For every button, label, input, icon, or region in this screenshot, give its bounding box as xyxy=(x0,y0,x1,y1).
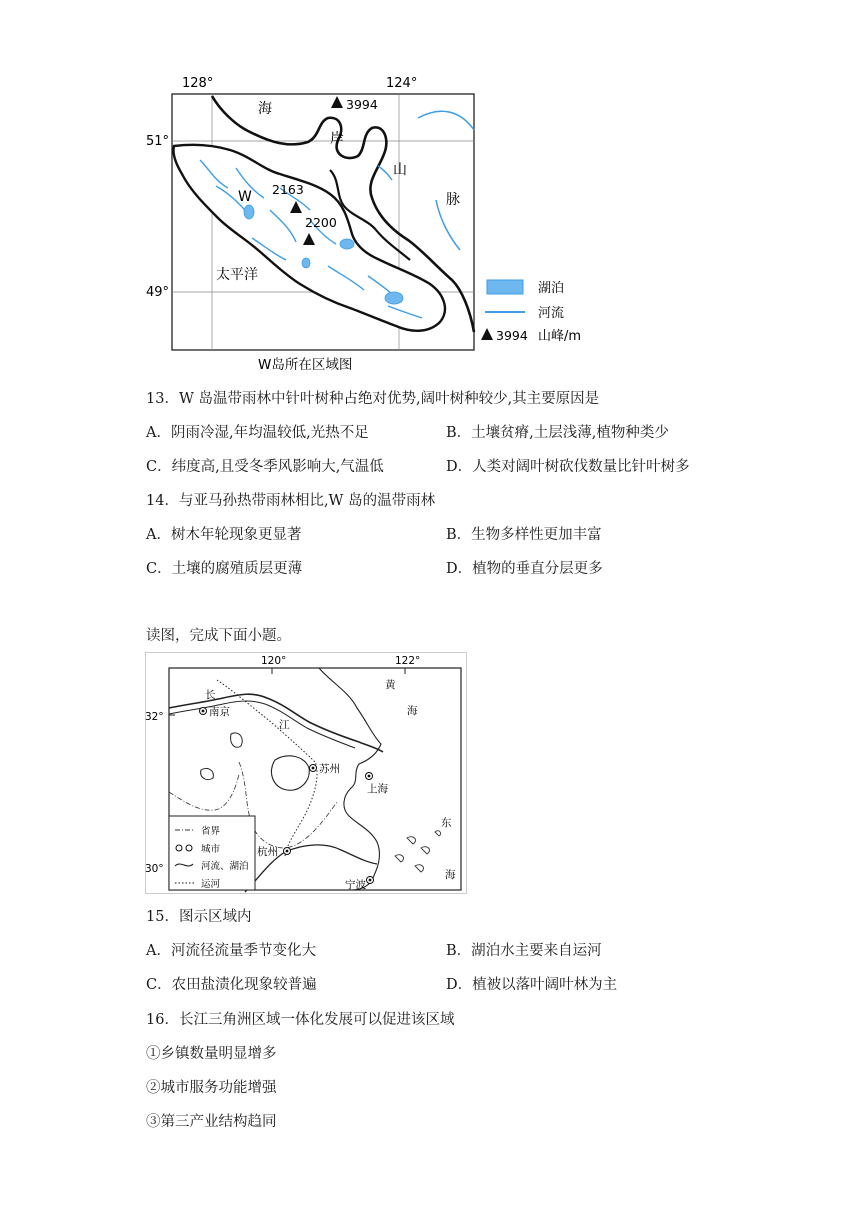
city-suzhou xyxy=(310,765,317,772)
label-shanghai: 上海 xyxy=(367,783,388,795)
map2-lon-122: 122° xyxy=(395,655,421,667)
label-suzhou: 苏州 xyxy=(319,763,340,775)
q14-option-d: D．植物的垂直分层更多 xyxy=(446,561,603,577)
q16-stem: 16．长江三角洲区域一体化发展可以促进该区域 xyxy=(146,1012,455,1028)
q15-option-b: B．湖泊水主要来自运河 xyxy=(446,943,602,959)
legend-lake-swatch xyxy=(487,280,523,294)
label-ningbo: 宁波 xyxy=(345,879,366,891)
label-an: 岸 xyxy=(330,131,344,147)
legend-canal-label: 运河 xyxy=(201,879,221,890)
label-hangzhou: 杭州 xyxy=(257,846,278,858)
reading-intro: 读图，完成下面小题。 xyxy=(146,628,291,644)
q15-option-c: C．农田盐渍化现象较普遍 xyxy=(146,977,317,993)
lat-label-49: 49° xyxy=(146,285,170,300)
q15-option-d: D．植被以落叶阔叶林为主 xyxy=(446,977,618,993)
peak-2200-label: 2200 xyxy=(305,215,337,230)
label-hai: 海 xyxy=(258,101,272,117)
city-shanghai xyxy=(366,773,373,780)
legend-lake-label: 湖泊 xyxy=(538,281,565,296)
peak-2163-label: 2163 xyxy=(272,182,304,197)
label-dong: 东 xyxy=(441,817,452,829)
map2-lon-120: 120° xyxy=(261,655,287,667)
map2-lat-30: 30° xyxy=(145,863,164,875)
q16-item-1: ①乡镇数量明显增多 xyxy=(146,1046,277,1062)
label-pacific: 太平洋 xyxy=(216,267,258,283)
w-island-map xyxy=(140,70,610,370)
yangtze-delta-map xyxy=(145,652,467,894)
label-hai-yellow: 海 xyxy=(407,705,418,717)
q13-stem: 13．W 岛温带雨林中针叶树种占绝对优势,阔叶树种较少,其主要原因是 xyxy=(146,391,600,407)
peak-3994-label: 3994 xyxy=(346,97,378,112)
q16-item-2: ②城市服务功能增强 xyxy=(146,1080,277,1096)
city-nanjing xyxy=(200,708,207,715)
q16-item-3: ③第三产业结构趋同 xyxy=(146,1114,277,1130)
taihu-lake xyxy=(271,756,309,790)
map1-caption: W岛所在区域图 xyxy=(258,357,353,370)
peak-triangle-3994 xyxy=(331,96,343,108)
legend-peak-label: 山峰/m xyxy=(538,329,582,344)
label-jiang: 江 xyxy=(279,719,290,731)
legend-border-label: 省界 xyxy=(201,826,221,837)
legend-river-lake-label: 河流、湖泊 xyxy=(201,861,249,872)
legend-peak-value: 3994 xyxy=(496,328,528,343)
label-mai: 脉 xyxy=(446,192,460,208)
q15-option-a: A．河流径流量季节变化大 xyxy=(146,943,316,959)
q14-option-a: A．树木年轮现象更显著 xyxy=(146,527,302,543)
city-hangzhou xyxy=(284,848,291,855)
q14-option-b: B．生物多样性更加丰富 xyxy=(446,527,602,543)
q14-option-c: C．土壤的腐殖质层更薄 xyxy=(146,561,303,577)
q13-option-c: C．纬度高,且受冬季风影响大,气温低 xyxy=(146,459,384,475)
map2-lat-32: 32° xyxy=(145,711,164,723)
label-w: W xyxy=(238,189,252,205)
label-nanjing: 南京 xyxy=(209,706,230,718)
q14-stem: 14．与亚马孙热带雨林相比,W 岛的温带雨林 xyxy=(146,493,436,509)
q13-option-a: A．阴雨冷湿,年均温较低,光热不足 xyxy=(146,425,369,441)
lon-label-124: 124° xyxy=(386,76,418,91)
lat-label-51: 51° xyxy=(146,134,170,149)
lon-label-128: 128° xyxy=(182,76,214,91)
label-huang: 黄 xyxy=(385,679,396,691)
legend-city-label: 城市 xyxy=(201,844,221,855)
legend-peak-icon xyxy=(481,328,493,340)
label-chang: 长 xyxy=(205,689,216,701)
q15-stem: 15．图示区域内 xyxy=(146,909,252,925)
q13-option-b: B．土壤贫瘠,土层浅薄,植物种类少 xyxy=(446,425,669,441)
q13-option-d: D．人类对阔叶树砍伐数量比针叶树多 xyxy=(446,459,690,475)
city-ningbo xyxy=(367,877,374,884)
legend-river-label: 河流 xyxy=(538,306,565,321)
label-shan: 山 xyxy=(393,162,407,178)
label-hai-east: 海 xyxy=(445,869,456,881)
